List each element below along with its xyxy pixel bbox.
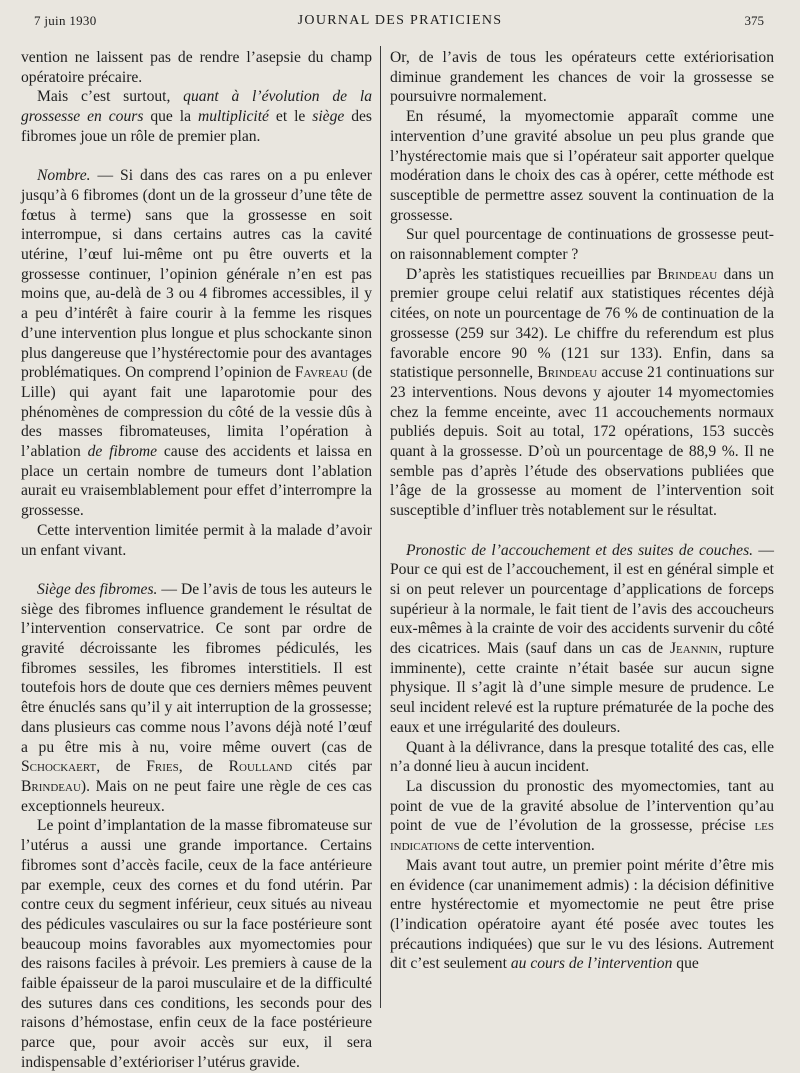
paragraph: Quant à la délivrance, dans la presque totalité des cas, elle n’a donné lieu à aucun incident. [390,738,774,776]
page-number: 375 [744,13,764,28]
author-name: Brindeau [21,777,81,795]
right-column [390,48,774,974]
section-heading: Siège des fibromes. [37,580,158,598]
journal-title: JOURNAL DES PRATICIENS [297,13,503,28]
author-name: Roulland [228,758,293,776]
author-name: Jeannin [669,640,719,658]
author-name: Brindeau [657,265,718,283]
author-name: Favreau [294,364,348,382]
emphasis-small-caps: les indications [390,817,774,855]
author-name: Fries [146,758,179,776]
header-date: 7 juin 1930 [34,13,97,28]
paragraph: Mais avant tout autre, un premier point mérite d’être mis en évidence (car unanimement admis) : la décision définitive entre hystérectomie et myomectomie ne peut être prise (l’indication opératoire ayant été posée avec toutes les précautions indiquées) que sur le vu des lésions. Autrement dit c’est seulement au cours de l’intervention que [390,856,774,973]
paragraph: vention ne laissent pas de rendre l’asepsie du champ opératoire précaire. [21,49,372,86]
paragraph: En résumé, la myomectomie apparaît comme une intervention d’une gravité absolue un peu plus grande que l’hystérectomie mais que si l’opérateur sait apporter quelque modération dans le choix des cas à opérer, cette méthode est susceptible de permettre assez souvent la continuation de la grossesse. [390,108,774,224]
paragraph-nombre: Nombre. — Si dans des cas rares on a pu enlever jusqu’à 6 fibromes (dont un de la grosseur d’une tête de fœtus à terme) sans que la grossesse en soit interrompue, si dans certains autres cas la cavité utérine, l’œuf lui-même ont pu être ouverts et la grossesse continuer, l’opinion générale n’en est pas moins que, au-delà de 3 ou 4 fibromes accessibles, il y a peu d’intérêt à faire courir à la femme les risques d’une intervention plus longue et plus schockante sinon plus dangereuse que l’hystérectomie pour des avantages problématiques. On comprend l’opinion de Favreau (de Lille) qui ayant fait une laparotomie pour des phénomènes de compression du côté de la vessie dûs à des masses fibromateuses, limita l’opération à l’ablation de fibrome cause des accidents et laissa en place un certain nombre de tumeurs dont l’ablation aurait eu vraisemblablement pour effet d’interrompre la grossesse. [21,167,372,520]
author-name: Brindeau [537,364,598,382]
paragraph: Or, de l’avis de tous les opérateurs cette extériorisation diminue grandement les chances de voir la grossesse se poursuivre normalement. [390,49,774,106]
left-column [21,48,372,1073]
paragraph: D’après les statistiques recueillies par Brindeau dans un premier groupe celui relatif aux statistiques récentes déjà citées, on note un pourcentage de 76 % de continuation de la grossesse (259 sur 342). Le chiffre du referendum est plus favorable encore 90 % (121 sur 133). Enfin, dans sa statistique personnelle, Brindeau accuse 21 continuations sur 23 interventions. Nous devons y ajouter 14 myomectomies chez la femme enceinte, avec 11 accouchements normaux publiés depuis. Soit au total, 172 opérations, 153 succès quant à la grossesse. D’où un pourcentage de 88,9 %. Il ne semble pas d’après l’étude des observations publiées que l’âge de la grossesse au moment de l’intervention soit susceptible d’influer très notablement sur le résultat. [390,265,774,520]
column-divider [380,46,381,1008]
paragraph: Cette intervention limitée permit à la malade d’avoir un enfant vivant. [21,521,372,559]
paragraph: La discussion du pronostic des myomectomies, tant au point de vue de la gravité absolue de l’intervention qu’au point de vue de l’évolution de la grossesse, précise les indications de cette intervention. [390,778,774,855]
paragraph: Le point d’implantation de la masse fibromateuse sur l’utérus a aussi une grande importance. Certains fibromes sont d’accès facile, ceux de la face antérieure par exemple, ceux des cornes et du fond utérin. Par contre ceux du segment inférieur, ceux situés au niveau des pédicules vasculaires ou sur la face postérieure sont beaucoup moins favorables aux myomectomies pour des raisons faciles à prévoir. Les premiers à cause de la faible épaisseur de la paroi musculaire et de la difficulté des sutures dans ces conditions, les seconds pour des raisons d’hémostase, enfin ceux de la face postérieure parce que, pour avoir accès sur eux, il sera indispensable d’extérioriser l’utérus gravide. [21,817,372,1071]
section-heading: Pronostic de l’accouchement et des suites de couches. [406,541,754,559]
paragraph-pronostic: Pronostic de l’accouchement et des suites de couches. — Pour ce qui est de l’accouchement, il est en général simple et si on peut relever un pourcentage d’applications de forceps supérieur à la normale, le fait tient de l’avis des accoucheurs eux-mêmes à la crainte de voir des accidents survenir du côté des cicatrices. Mais (sauf dans un cas de Jeannin, rupture imminente), cette crainte n’était basée sur aucun signe physique. Il s’agit là d’une simple mesure de prudence. Le seul incident relevé est la rupture prématurée de la poche des eaux et une irrégularité des douleurs. [390,541,775,736]
paragraph: Sur quel pourcentage de continuations de grossesse peut-on raisonnablement compter ? [390,226,774,264]
paragraph: Mais c’est surtout, quant à l’évolution de la grossesse en cours que la multiplicité et le siège des fibromes joue un rôle de premier plan. [21,88,373,145]
section-heading: Nombre. [37,167,91,185]
paragraph-siege: Siège des fibromes. — De l’avis de tous les auteurs le siège des fibromes influence grandement le résultat de l’intervention conservatrice. Ce sont par ordre de gravité décroissante les fibromes pédiculés, les fibromes sessiles, les fibromes interstitiels. Il est toutefois hors de doute que ces derniers mêmes peuvent être énuclés sans qu’il y ait interruption de la grossesse; dans plusieurs cas comme nous l’avons déjà noté l’œuf a pu être mis à nu, voire même ouvert (cas de Schockaert, de Fries, de Roulland cités par Brindeau). Mais on ne peut faire une règle de ces cas exceptionnels heureux. [21,580,372,815]
running-header [0,0,800,40]
author-name: Schockaert [21,758,97,776]
